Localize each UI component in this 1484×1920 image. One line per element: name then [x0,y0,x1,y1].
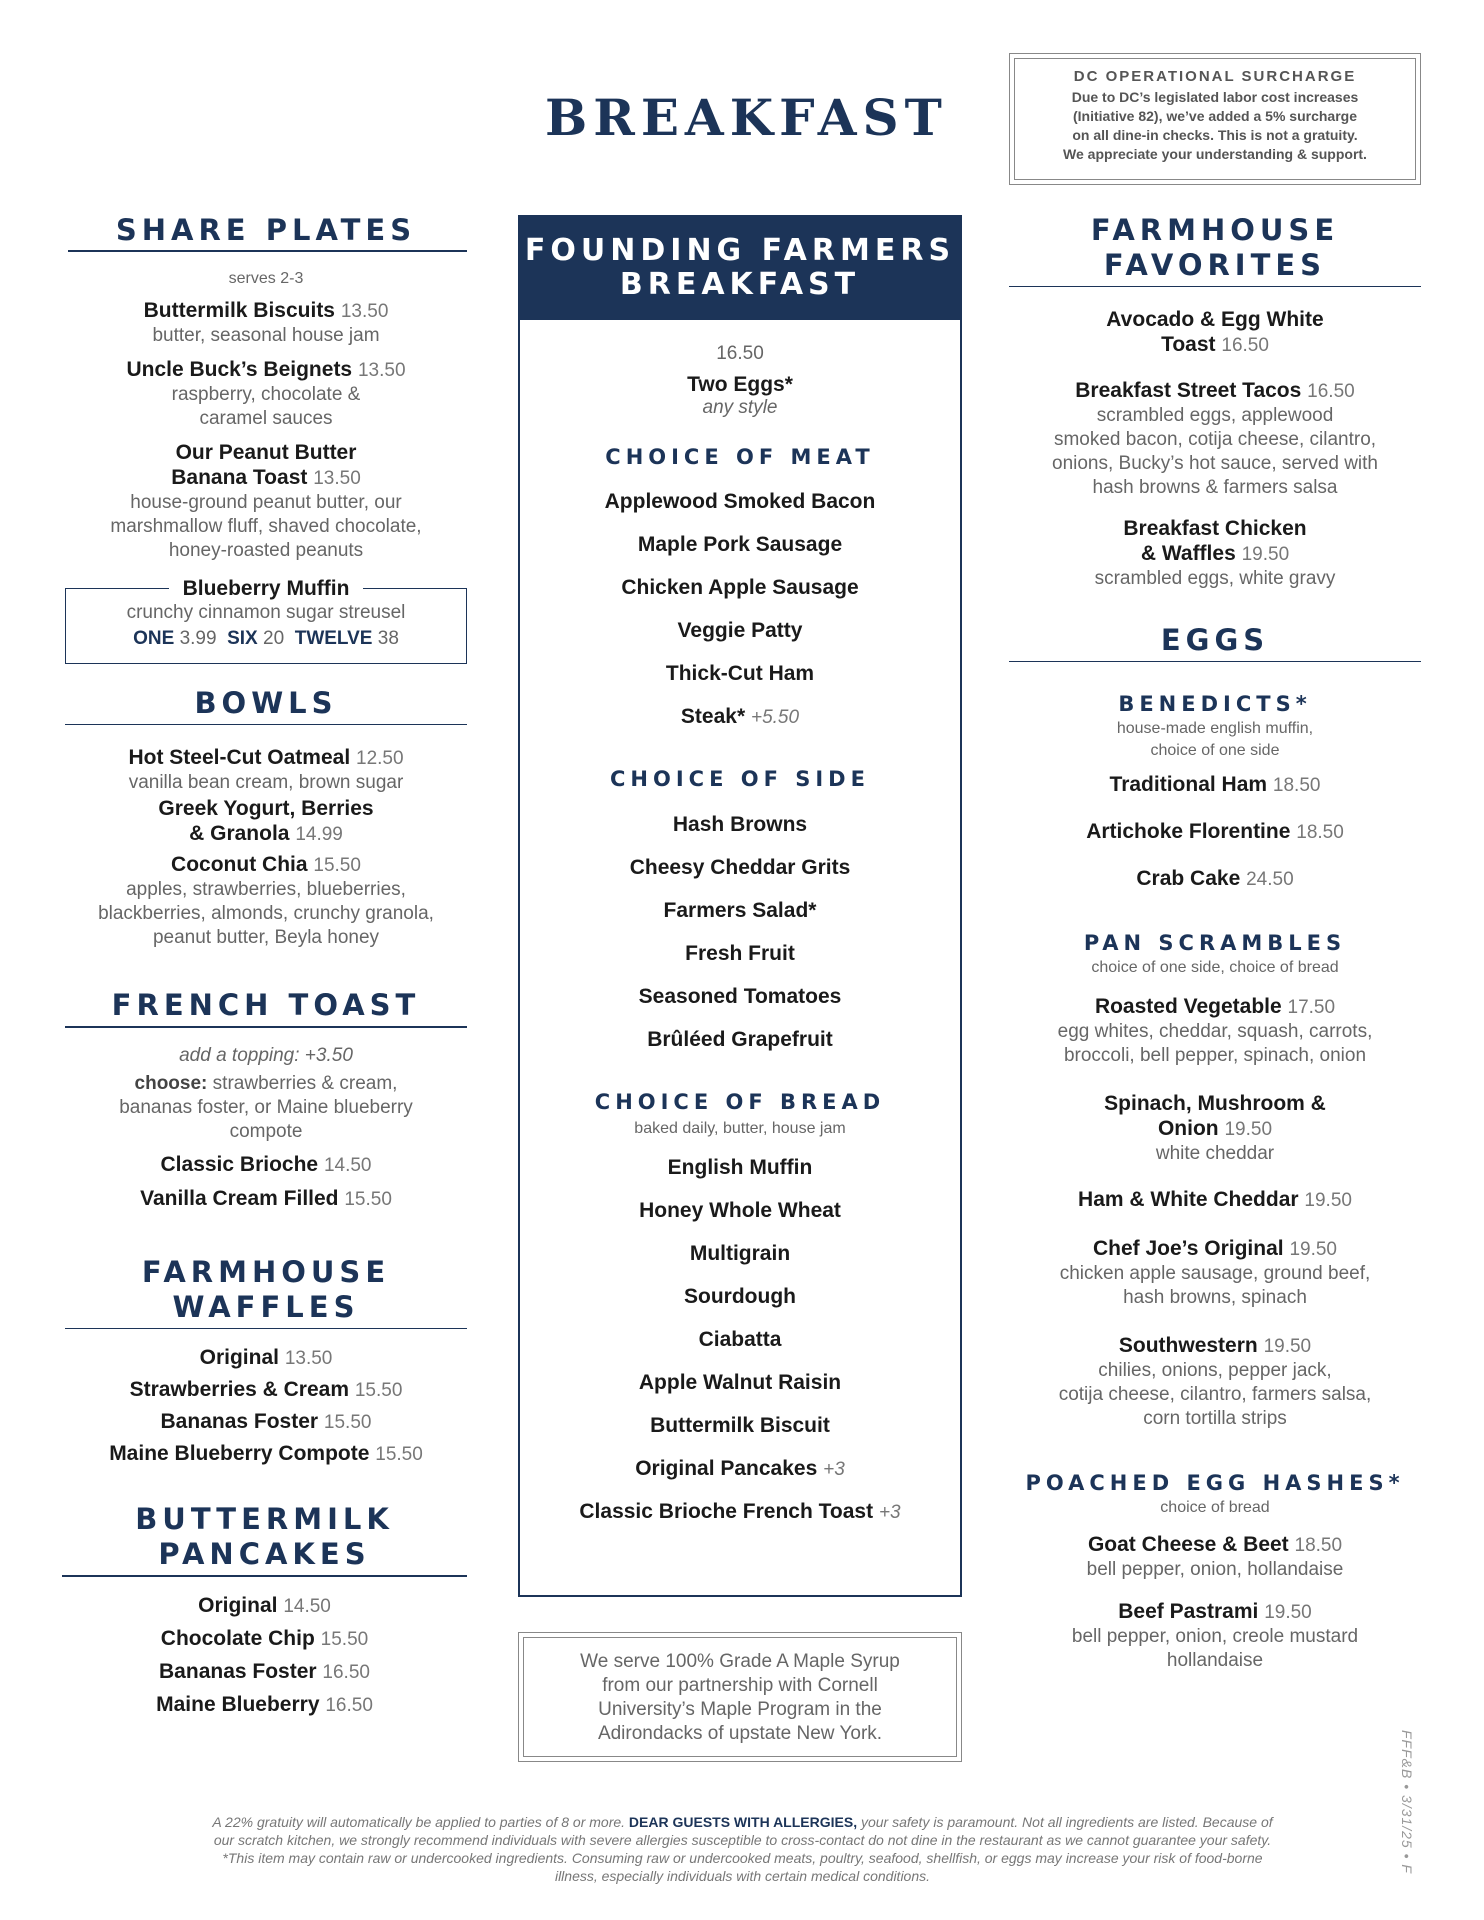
item-name: & Waffles [1140,542,1236,565]
french-toast-section [65,988,467,1212]
menu-item [65,1409,467,1435]
menu-item [1009,1333,1421,1431]
item-name: & Granola [189,822,290,845]
bread-option: Multigrain [689,1242,791,1265]
item-desc: broccoli, bell pepper, spinach, onion [1063,1045,1367,1066]
item-price: 19.50 [1264,1602,1312,1623]
item-price: 14.50 [283,1596,331,1617]
item-price: 14.50 [323,1155,372,1176]
menu-item [62,1692,467,1718]
menu-item [65,745,467,795]
waffles-heading: WAFFLES [172,1290,360,1324]
item-name: Avocado & Egg White [1106,308,1324,331]
bread-option: Honey Whole Wheat [639,1199,841,1222]
benedicts-note: house-made english muffin, [1116,720,1314,737]
meat-option: Veggie Patty [677,619,803,642]
bread-heading: CHOICE OF BREAD [594,1090,886,1114]
menu-item [65,1377,467,1403]
item-price: 19.50 [1241,544,1290,565]
menu-item [1009,516,1421,591]
muffin-size-label: TWELVE [294,628,373,649]
menu-item [62,1659,467,1685]
item-desc: compote [229,1121,303,1142]
meat-option: Chicken Apple Sausage [621,576,859,599]
bread-option: Buttermilk Biscuit [650,1414,830,1437]
item-price: 16.50 [1221,335,1269,356]
benedicts-heading: BENEDICTS* [1118,692,1312,716]
scrambles-heading: PAN SCRAMBLES [1083,931,1347,955]
item-desc: chilies, onions, pepper jack, [1098,1360,1332,1381]
combo-price: 16.50 [716,343,764,364]
waffles-section [65,1255,467,1467]
item-price: 19.50 [1304,1190,1352,1211]
item-name: Blueberry Muffin [169,577,364,600]
founding-farmers-heading [520,217,960,320]
maple-line: University’s Maple Program in the [598,1699,882,1720]
divider [65,1026,467,1028]
item-price: 15.50 [313,855,361,876]
choose-label: choose: [134,1073,208,1094]
menu-item [65,1152,467,1178]
favorites-heading: FARMHOUSE [1090,213,1340,247]
item-price: 19.50 [1224,1119,1273,1140]
item-price: 16.50 [1307,381,1355,402]
footer-text: your safety is paramount. Not all ingredients are listed. Because of [860,1814,1273,1830]
menu-item [1009,1091,1421,1166]
menu-item [65,576,467,651]
surcharge-line: Due to DC’s legislated labor cost increases [1071,89,1359,105]
item-price: 16.50 [322,1662,370,1683]
item-name: Original Pancakes [635,1457,818,1480]
eggs-section [1009,623,1421,1673]
item-price: 15.50 [354,1380,403,1401]
topping-note: add a topping: +3.50 [179,1045,353,1066]
item-name: Classic Brioche French Toast [579,1500,874,1523]
item-name: Crab Cake [1136,867,1241,890]
item-name: Original [198,1594,278,1617]
item-desc: blackberries, almonds, crunchy granola, [98,903,434,924]
maple-line: We serve 100% Grade A Maple Syrup [580,1651,900,1672]
item-desc: cotija cheese, cilantro, farmers salsa, [1058,1384,1372,1405]
side-option: Hash Browns [672,813,808,836]
item-name: Chef Joe’s Original [1093,1237,1284,1260]
item-name: Spinach, Mushroom & [1104,1092,1326,1115]
side-option: Seasoned Tomatoes [638,985,842,1008]
item-name: Southwestern [1118,1334,1258,1357]
item-desc: scrambled eggs, white gravy [1094,568,1336,589]
item-price: 18.50 [1272,775,1321,796]
item-price: +3 [823,1459,845,1480]
item-desc: bananas foster, or Maine blueberry [119,1097,413,1118]
item-name: Two Eggs* [687,373,793,396]
meat-option: Thick-Cut Ham [665,662,815,685]
item-name: Ham & White Cheddar [1078,1188,1299,1211]
page-title: BREAKFAST [545,88,948,147]
side-option: Brûléed Grapefruit [647,1028,833,1051]
item-price: 13.50 [340,301,389,322]
menu-item [1009,378,1421,500]
item-price: 17.50 [1287,997,1336,1018]
meat-heading: CHOICE OF MEAT [605,445,875,469]
allergy-label: DEAR GUESTS WITH ALLERGIES, [628,1814,858,1830]
menu-item [1009,772,1421,798]
benedicts-note: choice of one side [1150,742,1280,759]
share-plates-note: serves 2-3 [228,270,304,287]
surcharge-line: on all dine-in checks. This is not a gratuity. [1072,127,1358,143]
menu-item [65,440,467,563]
divider [1009,661,1421,662]
pancakes-heading: BUTTERMILK [135,1502,394,1536]
item-desc: smoked bacon, cotija cheese, cilantro, [1053,429,1377,450]
item-price: 14.99 [295,824,343,845]
item-desc: chicken apple sausage, ground beef, [1059,1263,1371,1284]
item-desc: onions, Bucky’s hot sauce, served with [1052,453,1378,474]
menu-code: FFF&B • 3/31/25 • F [1399,1730,1415,1874]
footer-text: A 22% gratuity will automatically be applied to parties of 8 or more. [212,1814,626,1830]
item-price: 18.50 [1296,822,1344,843]
divider [68,250,467,252]
menu-item [65,796,467,847]
item-name: Bananas Foster [160,1410,319,1433]
item-desc: marshmallow fluff, shaved chocolate, [110,516,422,537]
bread-option [520,1457,960,1481]
item-price: 13.50 [357,360,406,381]
item-desc: bell pepper, onion, hollandaise [1086,1559,1344,1580]
footer-text: *This item may contain raw or undercooked ingredients. Consuming raw or undercooked meats, poultry, seafood, shellfish, or eggs may increase your risk of food-borne [222,1850,1263,1866]
favorites-heading: FAVORITES [1103,248,1327,282]
maple-syrup-note [518,1632,962,1762]
item-price: +3 [878,1502,901,1523]
item-name: Chocolate Chip [160,1627,315,1650]
meat-option [520,705,960,729]
item-desc: any style [702,397,778,418]
item-desc: egg whites, cheddar, squash, carrots, [1057,1021,1373,1042]
item-price: 13.50 [284,1348,333,1369]
favorites-section [1009,213,1421,591]
item-name: Goat Cheese & Beet [1087,1533,1289,1556]
share-plates-heading: SHARE PLATES [115,213,417,247]
divider [62,1575,467,1577]
side-option: Fresh Fruit [685,942,795,965]
item-name: Breakfast Street Tacos [1075,379,1302,402]
item-desc: peanut butter, Beyla honey [152,927,380,948]
item-price: 19.50 [1263,1336,1312,1357]
item-name: Coconut Chia [171,853,308,876]
item-name: Vanilla Cream Filled [140,1187,339,1210]
item-price: 20 [263,628,285,649]
menu-item [1009,307,1421,358]
item-desc: scrambled eggs, applewood [1096,405,1334,426]
item-name: Banana Toast [171,466,308,489]
item-desc: hash browns & farmers salsa [1092,477,1338,498]
muffin-size-label: ONE [133,628,175,649]
meat-option: Applewood Smoked Bacon [604,490,876,513]
bread-option: Sourdough [684,1285,796,1308]
item-price: 15.50 [320,1629,369,1650]
item-name: Bananas Foster [159,1660,317,1683]
menu-item [65,1345,467,1371]
scrambles-note: choice of one side, choice of bread [1091,959,1339,976]
item-price: 19.50 [1289,1239,1337,1260]
item-name: Original [199,1346,279,1369]
menu-item [62,1593,467,1619]
item-desc: strawberries & cream, [212,1073,398,1094]
menu-item [65,852,467,950]
surcharge-line: We appreciate your understanding & support. [1063,146,1367,162]
bread-option: Apple Walnut Raisin [638,1371,842,1394]
item-price: 15.50 [344,1189,392,1210]
item-price: 13.50 [313,468,361,489]
bread-note: baked daily, butter, house jam [634,1120,846,1137]
item-price: 12.50 [356,748,404,769]
item-name: Roasted Vegetable [1094,995,1282,1018]
item-name: Maine Blueberry Compote [109,1442,370,1465]
menu-item [1009,1187,1421,1213]
item-name: Maine Blueberry [156,1693,320,1716]
hashes-heading: POACHED EGG HASHES* [1025,1471,1405,1495]
pancakes-section [62,1502,467,1718]
item-name: Buttermilk Biscuits [143,299,335,322]
menu-item [62,1626,467,1652]
item-desc: crunchy cinnamon sugar streusel [126,602,406,623]
item-name: Strawberries & Cream [129,1378,350,1401]
footer-disclaimer [100,1813,1385,1885]
item-desc: house-ground peanut butter, our [130,492,402,513]
item-desc: vanilla bean cream, brown sugar [128,772,404,793]
item-desc: white cheddar [1155,1143,1275,1164]
menu-item [1009,1532,1421,1582]
surcharge-notice [1009,53,1421,185]
item-desc: bell pepper, onion, creole mustard [1071,1626,1359,1647]
menu-item [1009,994,1421,1068]
item-price: 15.50 [375,1444,423,1465]
item-name: Breakfast Chicken [1123,517,1307,540]
maple-line: Adirondacks of upstate New York. [597,1723,883,1744]
left-column [65,213,467,563]
bowls-section [65,686,467,950]
bowls-heading: BOWLS [194,686,338,720]
item-name: Steak* [680,705,746,728]
bread-option: Ciabatta [698,1328,782,1351]
menu-item [1009,1236,1421,1310]
menu-item [1009,819,1421,845]
item-desc: raspberry, chocolate & [171,384,361,405]
item-price: 18.50 [1294,1535,1343,1556]
menu-item [65,298,467,348]
item-name: Beef Pastrami [1118,1600,1259,1623]
item-name: Traditional Ham [1109,773,1268,796]
menu-item [1009,866,1421,892]
item-name: Onion [1157,1117,1219,1140]
divider [65,1328,467,1329]
item-name: Hot Steel-Cut Oatmeal [128,746,351,769]
footer-text: our scratch kitchen, we strongly recommend individuals with severe allergies susceptible to cross-contact do not dine in the restaurant as we cannot guarantee your safety. [213,1832,1272,1848]
founding-farmers-box [518,215,962,1597]
side-option: Cheesy Cheddar Grits [629,856,851,879]
item-price: 3.99 [179,628,217,649]
item-name: Greek Yogurt, Berries [158,797,374,820]
muffin-size-label: SIX [227,628,258,649]
item-desc: butter, seasonal house jam [152,325,380,346]
item-name: Our Peanut Butter [175,441,357,464]
side-heading: CHOICE OF SIDE [610,767,870,791]
item-name: Classic Brioche [160,1153,319,1176]
surcharge-line: (Initiative 82), we’ve added a 5% surcharge [1073,108,1357,124]
hashes-note: choice of bread [1160,1499,1270,1516]
item-name: Uncle Buck’s Beignets [126,358,353,381]
divider [65,724,467,725]
item-desc: hash browns, spinach [1123,1287,1307,1308]
menu-item [65,1186,467,1212]
french-toast-heading: FRENCH TOAST [111,988,421,1022]
pancakes-heading: PANCAKES [158,1537,371,1571]
heading-line: FOUNDING FARMERS [524,233,956,268]
bread-option [520,1500,960,1524]
eggs-heading: EGGS [1160,623,1270,657]
item-desc: apples, strawberries, blueberries, [126,879,406,900]
heading-line: BREAKFAST [619,267,861,302]
menu-item [65,357,467,431]
item-desc: caramel sauces [199,408,333,429]
side-option: Farmers Salad* [663,899,817,922]
item-name: Artichoke Florentine [1086,820,1291,843]
divider [1009,286,1421,287]
menu-item [1009,1599,1421,1673]
item-desc: honey-roasted peanuts [168,540,364,561]
menu-item [65,1441,467,1467]
item-price: +5.50 [750,707,800,728]
item-price: 24.50 [1246,869,1294,890]
item-desc: hollandaise [1166,1650,1264,1671]
item-price: 38 [377,628,399,649]
waffles-heading: FARMHOUSE [141,1255,391,1289]
maple-line: from our partnership with Cornell [602,1675,878,1696]
surcharge-heading: DC OPERATIONAL SURCHARGE [1073,68,1357,85]
item-name: Toast [1161,333,1216,356]
bread-option: English Muffin [667,1156,813,1179]
item-price: 15.50 [323,1412,372,1433]
item-desc: corn tortilla strips [1143,1408,1287,1429]
footer-text: illness, especially individuals with certain medical conditions. [554,1868,931,1884]
meat-option: Maple Pork Sausage [637,533,843,556]
item-price: 16.50 [325,1695,373,1716]
